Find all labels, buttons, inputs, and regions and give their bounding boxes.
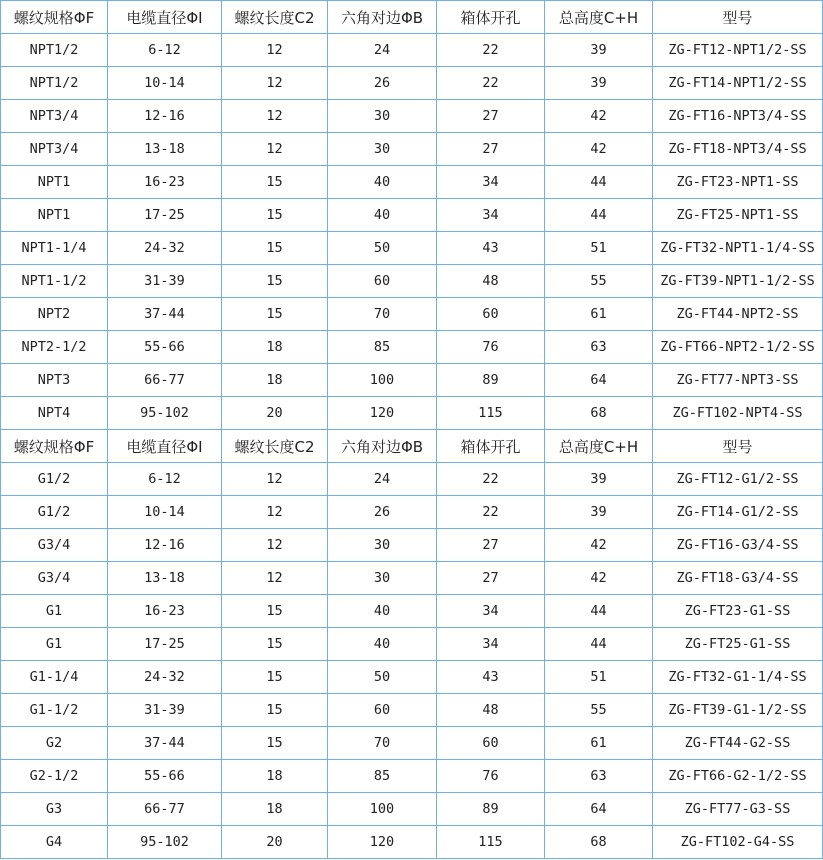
table-cell: 15 [222,298,328,331]
column-header: 螺纹规格ΦF [1,1,108,34]
table-cell: 115 [437,397,545,430]
table-cell: 44 [545,628,653,661]
table-row [1,133,823,166]
table-cell: 15 [222,232,328,265]
table-cell: 24-32 [108,661,222,694]
table-cell: ZG-FT77-G3-SS [653,793,823,826]
table-cell: 50 [328,661,437,694]
table-cell: 16-23 [108,166,222,199]
table-row [1,100,823,133]
table-cell: 42 [545,100,653,133]
table-cell: 13-18 [108,562,222,595]
table-cell: ZG-FT66-G2-1/2-SS [653,760,823,793]
table-cell: ZG-FT44-G2-SS [653,727,823,760]
table-cell: G3/4 [1,562,108,595]
table-row [1,463,823,496]
table-row [1,727,823,760]
table-cell: 51 [545,232,653,265]
table-cell: 39 [545,463,653,496]
table-cell: 48 [437,694,545,727]
table-cell: 37-44 [108,298,222,331]
table-row [1,331,823,364]
table-cell: 42 [545,133,653,166]
table-cell: 40 [328,628,437,661]
column-header: 型号 [653,430,823,463]
table-row [1,793,823,826]
table-cell: 95-102 [108,397,222,430]
table-cell: ZG-FT32-NPT1-1/4-SS [653,232,823,265]
table-cell: G1 [1,595,108,628]
table-cell: 27 [437,133,545,166]
table-cell: 27 [437,562,545,595]
table-cell: NPT3 [1,364,108,397]
table-cell: 15 [222,265,328,298]
table-cell: 26 [328,67,437,100]
table-cell: ZG-FT23-NPT1-SS [653,166,823,199]
table-row [1,364,823,397]
table-cell: ZG-FT77-NPT3-SS [653,364,823,397]
table-cell: 120 [328,826,437,859]
table-cell: 43 [437,232,545,265]
column-header: 型号 [653,1,823,34]
table-cell: 12 [222,463,328,496]
table-cell: 31-39 [108,694,222,727]
table-cell: 6-12 [108,34,222,67]
table-cell: G3/4 [1,529,108,562]
table-cell: ZG-FT18-G3/4-SS [653,562,823,595]
table-cell: 20 [222,397,328,430]
table-cell: 12 [222,529,328,562]
table-cell: 10-14 [108,67,222,100]
table-cell: 64 [545,364,653,397]
table-cell: ZG-FT14-NPT1/2-SS [653,67,823,100]
table-cell: 27 [437,529,545,562]
table-cell: 17-25 [108,199,222,232]
column-header: 总高度C+H [545,1,653,34]
table-cell: G1/2 [1,463,108,496]
table-cell: 63 [545,760,653,793]
table-cell: 18 [222,760,328,793]
table-row [1,628,823,661]
table-cell: 85 [328,331,437,364]
table-cell: ZG-FT39-NPT1-1/2-SS [653,265,823,298]
table-row [1,562,823,595]
table-cell: 60 [437,727,545,760]
table-cell: 12 [222,496,328,529]
table-row [1,496,823,529]
table-cell: 95-102 [108,826,222,859]
table-cell: ZG-FT66-NPT2-1/2-SS [653,331,823,364]
table-cell: ZG-FT12-NPT1/2-SS [653,34,823,67]
table-cell: 18 [222,331,328,364]
table-cell: 60 [328,694,437,727]
table-cell: 39 [545,496,653,529]
table-cell: G1 [1,628,108,661]
table-cell: NPT4 [1,397,108,430]
table-cell: G4 [1,826,108,859]
table-cell: ZG-FT102-G4-SS [653,826,823,859]
column-header: 电缆直径ΦI [108,430,222,463]
table-cell: NPT1-1/2 [1,265,108,298]
table-cell: ZG-FT16-NPT3/4-SS [653,100,823,133]
column-header: 箱体开孔 [437,430,545,463]
table-cell: 61 [545,298,653,331]
table-cell: 12 [222,133,328,166]
table-cell: 16-23 [108,595,222,628]
table-cell: 39 [545,34,653,67]
table-cell: G3 [1,793,108,826]
table-row [1,661,823,694]
table-row [1,166,823,199]
table-cell: 55-66 [108,760,222,793]
table-cell: 40 [328,166,437,199]
table-cell: 37-44 [108,727,222,760]
table-cell: 34 [437,595,545,628]
table-cell: 22 [437,67,545,100]
table-cell: 48 [437,265,545,298]
table-cell: 89 [437,364,545,397]
table-row [1,826,823,859]
table-cell: 40 [328,595,437,628]
table-cell: 68 [545,826,653,859]
table-row [1,529,823,562]
table-cell: ZG-FT39-G1-1/2-SS [653,694,823,727]
table-cell: NPT2 [1,298,108,331]
table-cell: 120 [328,397,437,430]
table-cell: ZG-FT32-G1-1/4-SS [653,661,823,694]
table-row [1,760,823,793]
table-cell: 100 [328,364,437,397]
table-cell: 70 [328,298,437,331]
table-cell: 55 [545,694,653,727]
table-cell: 68 [545,397,653,430]
table-cell: 30 [328,529,437,562]
table-row [1,232,823,265]
table-cell: NPT1-1/4 [1,232,108,265]
table-cell: ZG-FT18-NPT3/4-SS [653,133,823,166]
table-cell: 39 [545,67,653,100]
table-cell: 66-77 [108,364,222,397]
table-row [1,199,823,232]
table-cell: 34 [437,628,545,661]
table-cell: 17-25 [108,628,222,661]
table-cell: 22 [437,496,545,529]
table-cell: NPT1 [1,166,108,199]
table-cell: NPT2-1/2 [1,331,108,364]
column-header: 螺纹规格ΦF [1,430,108,463]
table-cell: 60 [328,265,437,298]
table-cell: G2 [1,727,108,760]
table-cell: 24 [328,34,437,67]
table-cell: ZG-FT23-G1-SS [653,595,823,628]
table-cell: 34 [437,166,545,199]
table-row [1,67,823,100]
table-cell: NPT1/2 [1,67,108,100]
table-cell: ZG-FT25-G1-SS [653,628,823,661]
table-row [1,298,823,331]
table-row [1,397,823,430]
table-cell: 42 [545,562,653,595]
table-cell: 70 [328,727,437,760]
table-cell: 12 [222,562,328,595]
table-cell: 10-14 [108,496,222,529]
table-cell: 40 [328,199,437,232]
column-header: 六角对边ΦB [328,1,437,34]
table-cell: 12 [222,34,328,67]
table-cell: ZG-FT14-G1/2-SS [653,496,823,529]
table-cell: 76 [437,760,545,793]
table-cell: G2-1/2 [1,760,108,793]
header-row-g [1,430,823,463]
table-cell: ZG-FT25-NPT1-SS [653,199,823,232]
table-cell: 85 [328,760,437,793]
column-header: 总高度C+H [545,430,653,463]
table-cell: 24 [328,463,437,496]
column-header: 螺纹长度C2 [222,1,328,34]
table-cell: 115 [437,826,545,859]
table-cell: 15 [222,199,328,232]
table-cell: 15 [222,595,328,628]
table-cell: 15 [222,727,328,760]
table-cell: 61 [545,727,653,760]
table-row [1,265,823,298]
table-cell: 30 [328,100,437,133]
table-cell: NPT1/2 [1,34,108,67]
table-row [1,34,823,67]
table-cell: 30 [328,133,437,166]
table-cell: 22 [437,34,545,67]
table-cell: 100 [328,793,437,826]
table-cell: 76 [437,331,545,364]
table-cell: NPT3/4 [1,100,108,133]
table-cell: 66-77 [108,793,222,826]
table-cell: 43 [437,661,545,694]
table-cell: 30 [328,562,437,595]
table-cell: 64 [545,793,653,826]
table-cell: 26 [328,496,437,529]
table-cell: 89 [437,793,545,826]
table-cell: 12 [222,100,328,133]
table-cell: 31-39 [108,265,222,298]
table-cell: 44 [545,595,653,628]
table-cell: 18 [222,364,328,397]
column-header: 电缆直径ΦI [108,1,222,34]
table-cell: 60 [437,298,545,331]
column-header: 六角对边ΦB [328,430,437,463]
table-cell: 15 [222,694,328,727]
table-cell: 20 [222,826,328,859]
header-row-npt [1,1,823,34]
table-cell: 18 [222,793,328,826]
table-cell: 22 [437,463,545,496]
column-header: 箱体开孔 [437,1,545,34]
table-cell: 34 [437,199,545,232]
table-cell: 63 [545,331,653,364]
table-cell: 15 [222,628,328,661]
table-cell: 27 [437,100,545,133]
table-cell: ZG-FT102-NPT4-SS [653,397,823,430]
table-cell: NPT3/4 [1,133,108,166]
table-cell: 12 [222,67,328,100]
table-cell: 13-18 [108,133,222,166]
table-cell: G1-1/2 [1,694,108,727]
table-cell: 42 [545,529,653,562]
table-cell: 44 [545,199,653,232]
table-cell: NPT1 [1,199,108,232]
table-cell: 44 [545,166,653,199]
table-cell: G1-1/4 [1,661,108,694]
table-row [1,595,823,628]
table-cell: 51 [545,661,653,694]
table-cell: 15 [222,661,328,694]
table-cell: 24-32 [108,232,222,265]
table-cell: 50 [328,232,437,265]
table-cell: 15 [222,166,328,199]
table-cell: ZG-FT12-G1/2-SS [653,463,823,496]
table-cell: G1/2 [1,496,108,529]
table-cell: 12-16 [108,100,222,133]
table-cell: ZG-FT44-NPT2-SS [653,298,823,331]
spec-table-body [1,1,823,859]
table-cell: ZG-FT16-G3/4-SS [653,529,823,562]
table-cell: 55 [545,265,653,298]
table-row [1,694,823,727]
table-cell: 6-12 [108,463,222,496]
table-cell: 12-16 [108,529,222,562]
table-cell: 55-66 [108,331,222,364]
column-header: 螺纹长度C2 [222,430,328,463]
